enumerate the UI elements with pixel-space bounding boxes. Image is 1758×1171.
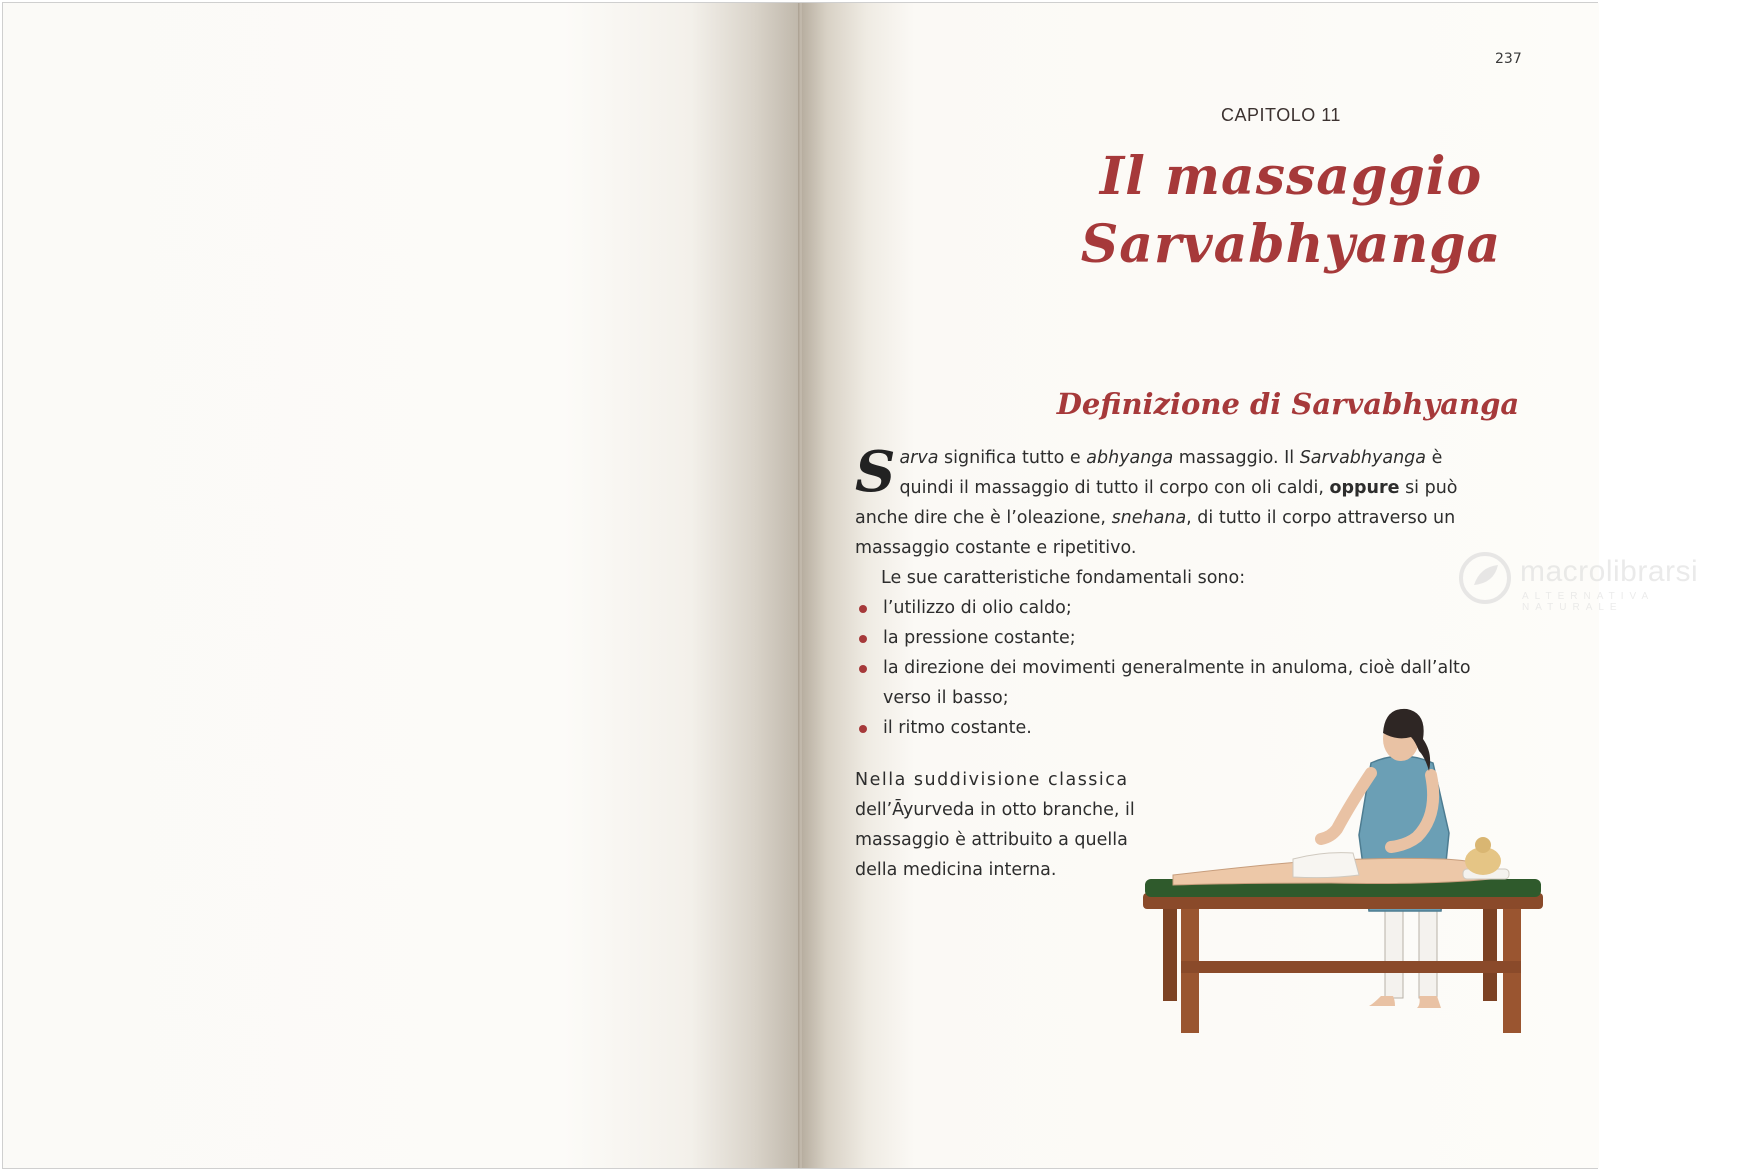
bullet-icon xyxy=(859,605,867,613)
chapter-title xyxy=(963,143,1619,279)
left-page-blank xyxy=(3,3,803,1168)
open-book xyxy=(2,2,1699,1169)
word-oppure: oppure xyxy=(1329,478,1400,498)
client-lying xyxy=(1173,837,1509,885)
chapter-title-line-2: Sarvabhyanga xyxy=(1080,214,1502,275)
massage-illustration xyxy=(1133,703,1553,1048)
list-item-text: la direzione dei movimenti generalmente in anuloma, cioè dall’alto verso il basso; xyxy=(883,658,1471,708)
intro-paragraph xyxy=(855,439,1479,563)
watermark xyxy=(1458,551,1758,611)
body-text xyxy=(855,439,1479,743)
classification-rest: dell’Āyurveda in otto branche, il massaggio è attribuito a quella della medicina interna. xyxy=(855,800,1135,880)
term-abhyanga: abhyanga xyxy=(1086,448,1174,468)
features-intro: Le sue caratteristiche fondamentali sono: xyxy=(881,568,1246,588)
intro-text-5: , di tutto il corpo attraverso un massaggio costante e ripetitivo. xyxy=(855,508,1456,558)
classification-line-1: Nella suddivisione classica xyxy=(855,770,1129,790)
massage-table xyxy=(1143,879,1543,1033)
drop-cap: S xyxy=(855,439,896,505)
list-item-text: l’utilizzo di olio caldo; xyxy=(883,598,1072,618)
bullet-icon xyxy=(859,635,867,643)
chapter-label: CAPITOLO 11 xyxy=(1221,105,1341,125)
bullet-icon xyxy=(859,725,867,733)
intro-text-2: massaggio. Il xyxy=(1173,448,1300,468)
watermark-tagline: ALTERNATIVA NATURALE xyxy=(1522,591,1654,613)
list-item-text: il ritmo costante. xyxy=(883,718,1032,738)
classification-paragraph xyxy=(855,765,1165,885)
chapter-title-line-1: Il massaggio xyxy=(1099,146,1483,207)
list-item xyxy=(855,593,1479,623)
section-heading: Definizione di Sarvabhyanga xyxy=(1056,387,1520,421)
intro-text-3: è quindi il massaggio di tutto il corpo con oli caldi, xyxy=(899,448,1443,498)
intro-text-4: si può anche dire che è l’oleazione, xyxy=(855,478,1458,528)
page-number: 237 xyxy=(1495,51,1522,67)
term-sarvabhyanga: Sarvabhyanga xyxy=(1299,448,1426,468)
right-page xyxy=(803,3,1699,1168)
bullet-icon xyxy=(859,665,867,673)
list-item xyxy=(855,623,1479,653)
therapist-legs xyxy=(1369,908,1441,1008)
term-sarva: arva xyxy=(899,448,939,468)
term-snehana: snehana xyxy=(1111,508,1187,528)
list-item-text: la pressione costante; xyxy=(883,628,1076,648)
watermark-brand: macrolibrarsi xyxy=(1520,555,1699,588)
intro-text-1: significa tutto e xyxy=(938,448,1087,468)
